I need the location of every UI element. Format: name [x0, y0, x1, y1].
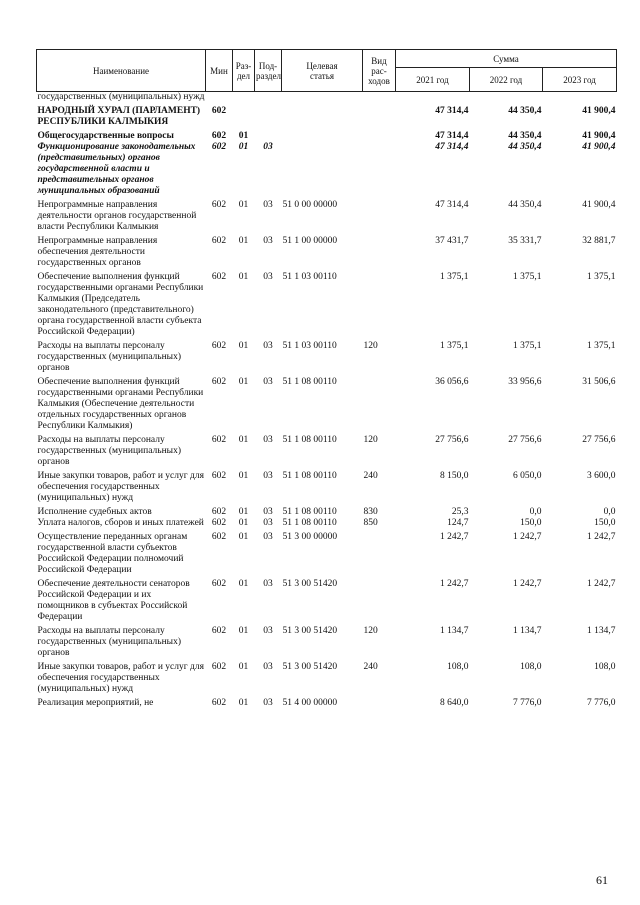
cell-sum-2022 — [470, 92, 543, 104]
cell-target-article: 51 1 08 00110 — [282, 471, 337, 481]
header-expense-type: Вид рас- ходов — [363, 50, 396, 92]
cell-target-article: 51 4 00 00000 — [282, 698, 338, 708]
cell-expense-type — [363, 103, 396, 128]
cell-expense-type — [363, 128, 396, 142]
cell-podrazdel: 03 — [263, 341, 273, 351]
cell-name: Расходы на выплаты персоналу государственных (муниципальных) органов — [37, 435, 181, 467]
cell-name: Обеспечение выполнения функций государственными органами Республики Калмыкия (Председатель законодательного (представительного) органа государственной власти субъекта Российской Федерации) — [37, 272, 204, 337]
cell-target-article: 51 1 03 00110 — [282, 272, 337, 282]
cell-sum-2022: 1 375,1 — [513, 272, 542, 282]
cell-sum-2023: 41 900,4 — [582, 142, 616, 152]
cell-sum-2022: 44 350,4 — [508, 200, 542, 210]
cell-expense-type — [363, 142, 396, 197]
cell-sum-2023: 41 900,4 — [582, 106, 616, 116]
cell-ministry: 602 — [211, 377, 227, 387]
cell-razdel: 01 — [238, 507, 249, 517]
cell-sum-2021: 8 640,0 — [440, 698, 469, 708]
cell-sum-2021: 8 150,0 — [440, 471, 469, 481]
cell-ministry: 602 — [211, 341, 227, 351]
cell-expense-type — [363, 92, 396, 104]
table-row — [37, 92, 617, 104]
cell-ministry: 602 — [211, 272, 227, 282]
cell-name: Расходы на выплаты персоналу государственных (муниципальных) органов — [37, 341, 181, 373]
cell-sum-2023: 1 375,1 — [587, 341, 616, 351]
cell-target-article: 51 1 08 00110 — [282, 377, 337, 387]
cell-ministry: 602 — [211, 662, 227, 672]
cell-sum-2021: 47 314,4 — [435, 106, 469, 116]
cell-razdel: 01 — [238, 435, 249, 445]
cell-podrazdel: 03 — [263, 200, 273, 210]
cell-sum-2022: 1 242,7 — [513, 579, 542, 589]
cell-sum-2023: 1 134,7 — [587, 626, 616, 636]
cell-sum-2023: 0,0 — [603, 507, 616, 517]
cell-podrazdel: 03 — [263, 626, 273, 636]
cell-sum-2021: 1 375,1 — [440, 341, 469, 351]
cell-razdel: 01 — [238, 471, 249, 481]
cell-podrazdel: 03 — [263, 579, 273, 589]
table-body — [37, 92, 617, 710]
table-row — [37, 504, 617, 518]
cell-sum-2021: 1 242,7 — [440, 532, 469, 542]
table-row — [37, 432, 617, 468]
cell-target-article: 51 3 00 51420 — [282, 626, 338, 636]
cell-podrazdel — [255, 128, 282, 142]
table-row — [37, 269, 617, 338]
cell-ministry — [206, 92, 233, 104]
cell-sum-2023: 150,0 — [594, 518, 616, 528]
cell-sum-2023: 1 242,7 — [587, 532, 616, 542]
cell-sum-2022: 44 350,4 — [508, 106, 542, 116]
header-podrazdel: Под- раздел — [255, 50, 282, 92]
cell-podrazdel: 03 — [263, 532, 273, 542]
cell-sum-2023: 3 600,0 — [587, 471, 616, 481]
cell-target-article: 51 1 00 00000 — [282, 236, 338, 246]
cell-ministry: 602 — [211, 518, 227, 528]
cell-expense-type: 120 — [363, 435, 378, 445]
cell-sum-2023: 27 756,6 — [582, 435, 616, 445]
cell-sum-2023: 7 776,0 — [587, 698, 616, 708]
cell-sum-2021: 124,7 — [447, 518, 469, 528]
cell-sum-2021: 27 756,6 — [435, 435, 469, 445]
cell-expense-type: 120 — [363, 626, 378, 636]
cell-podrazdel: 03 — [263, 662, 273, 672]
cell-name: Иные закупки товаров, работ и услуг для обеспечения государственных (муниципальных) нужд — [37, 471, 204, 503]
header-year-2023: 2023 год — [543, 68, 617, 92]
cell-sum-2021: 108,0 — [447, 662, 469, 672]
cell-name: Иные закупки товаров, работ и услуг для обеспечения государственных (муниципальных) нужд — [37, 662, 204, 694]
table-row — [37, 128, 617, 142]
cell-ministry: 602 — [211, 698, 227, 708]
table-row — [37, 142, 617, 197]
cell-name: Функционирование законодательных (представительных) органов государственной власти и представительных органов муниципальных образований — [37, 142, 196, 196]
cell-podrazdel: 03 — [263, 272, 273, 282]
cell-expense-type — [363, 576, 396, 623]
cell-name: Уплата налогов, сборов и иных платежей — [37, 518, 204, 528]
cell-target-article: 51 1 08 00110 — [282, 435, 337, 445]
cell-podrazdel: 03 — [263, 471, 273, 481]
cell-sum-2023: 41 900,4 — [582, 200, 616, 210]
cell-target-article — [282, 128, 363, 142]
table-row — [37, 529, 617, 576]
cell-podrazdel: 03 — [263, 142, 273, 152]
cell-target-article: 51 1 08 00110 — [282, 518, 337, 528]
cell-razdel: 01 — [238, 698, 249, 708]
cell-razdel: 01 — [238, 662, 249, 672]
cell-sum-2022: 44 350,4 — [508, 131, 542, 141]
table-header — [37, 50, 617, 92]
cell-podrazdel: 03 — [263, 435, 273, 445]
cell-razdel: 01 — [238, 341, 249, 351]
cell-podrazdel: 03 — [263, 698, 273, 708]
cell-name: Исполнение судебных актов — [37, 507, 152, 517]
cell-ministry: 602 — [211, 471, 227, 481]
cell-sum-2022: 108,0 — [520, 662, 542, 672]
cell-sum-2021 — [396, 92, 470, 104]
cell-target-article: 51 1 03 00110 — [282, 341, 337, 351]
cell-sum-2021: 36 056,6 — [435, 377, 469, 387]
cell-target-article — [282, 92, 363, 104]
cell-ministry: 602 — [211, 626, 227, 636]
cell-sum-2021: 47 314,4 — [435, 131, 469, 141]
cell-sum-2023: 1 375,1 — [587, 272, 616, 282]
cell-name: Обеспечение деятельности сенаторов Российской Федерации и их помощников в субъектах Российской Федерации — [37, 579, 190, 622]
cell-sum-2022: 6 050,0 — [513, 471, 542, 481]
cell-name: Общегосударственные вопросы — [37, 131, 174, 141]
cell-expense-type: 240 — [363, 471, 378, 481]
cell-ministry: 602 — [211, 532, 227, 542]
cell-target-article: 51 1 08 00110 — [282, 507, 337, 517]
cell-razdel: 01 — [238, 579, 249, 589]
cell-ministry: 602 — [211, 435, 227, 445]
cell-ministry: 602 — [211, 200, 227, 210]
cell-podrazdel — [255, 92, 282, 104]
table-row — [37, 233, 617, 269]
cell-target-article: 51 3 00 00000 — [282, 532, 338, 542]
cell-razdel: 01 — [238, 518, 249, 528]
cell-name: Непрограммные направления деятельности органов государственной власти Республики Калмыкия — [37, 200, 197, 232]
header-sum: Сумма — [396, 50, 617, 68]
cell-ministry: 602 — [211, 131, 227, 141]
cell-name: Осуществление переданных органам государственной власти субъектов Российской Федерации полномочий Российской Федерации — [37, 532, 188, 575]
cell-sum-2023: 1 242,7 — [587, 579, 616, 589]
cell-podrazdel — [255, 103, 282, 128]
header-razdel: Раз- дел — [233, 50, 255, 92]
cell-ministry: 602 — [211, 507, 227, 517]
cell-sum-2022: 1 375,1 — [513, 341, 542, 351]
cell-sum-2022: 7 776,0 — [513, 698, 542, 708]
cell-expense-type — [363, 233, 396, 269]
cell-expense-type — [363, 695, 396, 709]
cell-expense-type: 850 — [363, 518, 378, 528]
cell-podrazdel: 03 — [263, 507, 273, 517]
cell-razdel: 01 — [238, 272, 249, 282]
cell-podrazdel: 03 — [263, 377, 273, 387]
cell-podrazdel: 03 — [263, 518, 273, 528]
cell-razdel: 01 — [238, 142, 249, 152]
table-row — [37, 518, 617, 529]
cell-expense-type — [363, 269, 396, 338]
cell-sum-2022: 1 242,7 — [513, 532, 542, 542]
cell-name: государственных (муниципальных) нужд — [37, 92, 205, 102]
cell-ministry: 602 — [211, 142, 227, 152]
cell-sum-2022: 150,0 — [520, 518, 542, 528]
cell-expense-type: 120 — [363, 341, 378, 351]
cell-sum-2022: 0,0 — [529, 507, 542, 517]
header-name: Наименование — [37, 50, 206, 92]
cell-sum-2023: 108,0 — [594, 662, 616, 672]
cell-sum-2023: 32 881,7 — [582, 236, 616, 246]
table-row — [37, 374, 617, 432]
budget-table — [36, 49, 617, 709]
header-year-2022: 2022 год — [470, 68, 543, 92]
cell-name: Реализация мероприятий, не — [37, 698, 154, 708]
cell-razdel: 01 — [238, 131, 249, 141]
cell-name: НАРОДНЫЙ ХУРАЛ (ПАРЛАМЕНТ) РЕСПУБЛИКИ КАЛМЫКИЯ — [37, 106, 201, 127]
cell-expense-type: 240 — [363, 662, 378, 672]
table-row — [37, 623, 617, 659]
cell-razdel: 01 — [238, 377, 249, 387]
table-row — [37, 197, 617, 233]
cell-expense-type — [363, 197, 396, 233]
cell-sum-2022: 35 331,7 — [508, 236, 542, 246]
cell-name: Непрограммные направления обеспечения деятельности государственных органов — [37, 236, 158, 268]
page-number: 61 — [596, 873, 608, 887]
cell-expense-type: 830 — [363, 507, 378, 517]
cell-ministry: 602 — [211, 236, 227, 246]
table-row — [37, 576, 617, 623]
table-row — [37, 468, 617, 504]
header-min: Мин — [206, 50, 233, 92]
cell-sum-2023: 31 506,6 — [582, 377, 616, 387]
table-row — [37, 659, 617, 695]
cell-sum-2023 — [543, 92, 617, 104]
table-row — [37, 695, 617, 709]
header-target-article: Целевая статья — [282, 50, 363, 92]
cell-sum-2021: 47 314,4 — [435, 200, 469, 210]
cell-sum-2021: 37 431,7 — [435, 236, 469, 246]
cell-podrazdel: 03 — [263, 236, 273, 246]
cell-name: Обеспечение выполнения функций государственными органами Республики Калмыкия (Обеспечение деятельности отдельных государственных органов Республики Калмыкия) — [37, 377, 204, 431]
cell-target-article — [282, 142, 363, 197]
cell-expense-type — [363, 529, 396, 576]
cell-target-article — [282, 103, 363, 128]
cell-sum-2021: 1 242,7 — [440, 579, 469, 589]
header-year-2021: 2021 год — [396, 68, 470, 92]
cell-sum-2022: 1 134,7 — [513, 626, 542, 636]
table-row — [37, 103, 617, 128]
cell-razdel: 01 — [238, 200, 249, 210]
cell-sum-2022: 27 756,6 — [508, 435, 542, 445]
table-row — [37, 338, 617, 374]
cell-target-article: 51 0 00 00000 — [282, 200, 338, 210]
cell-razdel: 01 — [238, 626, 249, 636]
cell-sum-2022: 44 350,4 — [508, 142, 542, 152]
cell-ministry: 602 — [211, 106, 227, 116]
cell-sum-2021: 47 314,4 — [435, 142, 469, 152]
cell-target-article: 51 3 00 51420 — [282, 579, 338, 589]
cell-expense-type — [363, 374, 396, 432]
cell-sum-2023: 41 900,4 — [582, 131, 616, 141]
cell-razdel — [233, 103, 255, 128]
cell-name: Расходы на выплаты персоналу государственных (муниципальных) органов — [37, 626, 181, 658]
cell-sum-2021: 1 375,1 — [440, 272, 469, 282]
cell-ministry: 602 — [211, 579, 227, 589]
cell-target-article: 51 3 00 51420 — [282, 662, 338, 672]
cell-razdel: 01 — [238, 532, 249, 542]
cell-sum-2022: 33 956,6 — [508, 377, 542, 387]
cell-sum-2021: 1 134,7 — [440, 626, 469, 636]
cell-sum-2021: 25,3 — [451, 507, 469, 517]
cell-razdel — [233, 92, 255, 104]
cell-razdel: 01 — [238, 236, 249, 246]
